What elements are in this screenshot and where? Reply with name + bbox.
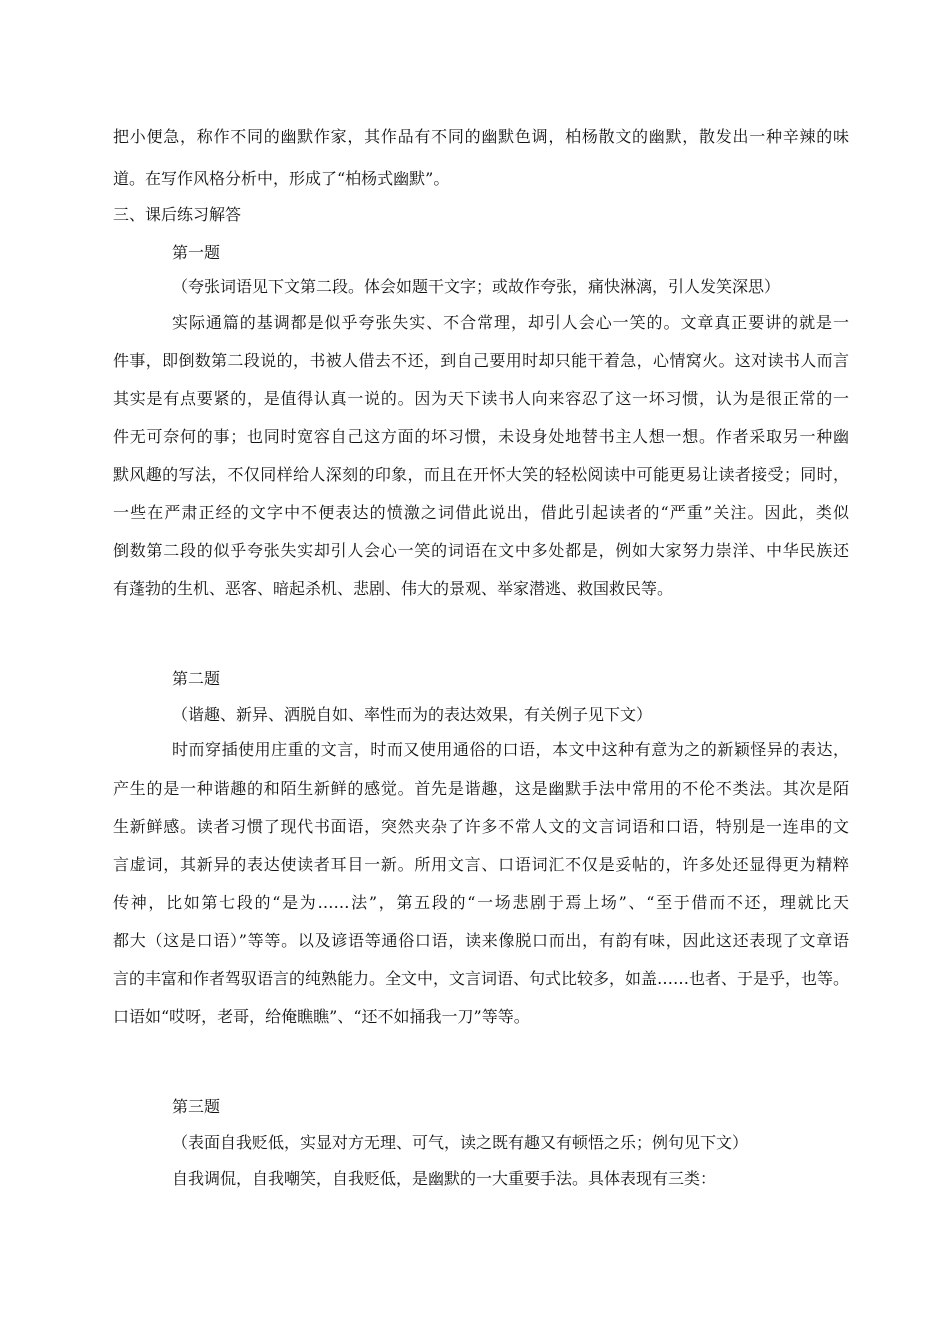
question-heading: 第一题	[172, 243, 221, 262]
paragraph-line: 时而穿插使用庄重的文言，时而又使用通俗的口语，本文中这种有意为之的新颖怪异的表达，	[172, 740, 849, 759]
paragraph-line: 生新鲜感。读者习惯了现代书面语，突然夹杂了许多不常人文的文言词语和口语，特别是一连串的文	[113, 817, 849, 836]
paragraph-line: 都大（这是口语）”等等。以及谚语等通俗口语，读来像脱口而出，有韵有味，因此这还表现了文章语	[113, 931, 849, 950]
paragraph-line: 件事，即倒数第二段说的，书被人借去不还，到自己要用时却只能干着急，心情窝火。这对读书人而言	[113, 351, 849, 370]
paragraph-line: 一些在严肃正经的文字中不便表达的愤激之词借此说出，借此引起读者的“严重”关注。因此，类似	[113, 503, 849, 522]
answer-summary: （谐趣、新异、洒脱自如、率性而为的表达效果，有关例子见下文）	[172, 705, 653, 724]
paragraph-line: 产生的是一种谐趣的和陌生新鲜的感觉。首先是谐趣，这是幽默手法中常用的不伦不类法。其次是陌	[113, 779, 849, 798]
paragraph-line: 自我调侃，自我嘲笑，自我贬低，是幽默的一大重要手法。具体表现有三类：	[172, 1169, 717, 1188]
question-heading: 第三题	[172, 1097, 221, 1116]
paragraph-line: 道。在写作风格分析中，形成了“柏杨式幽默”。	[113, 169, 450, 188]
paragraph-line: 倒数第二段的似乎夸张失实却引人会心一笑的词语在文中多处都是，例如大家努力崇洋、中华民族还	[113, 541, 849, 560]
answer-summary: （表面自我贬低，实显对方无理、可气，读之既有趣又有顿悟之乐；例句见下文）	[172, 1133, 749, 1152]
paragraph-line: 默风趣的写法，不仅同样给人深刻的印象，而且在开怀大笑的轻松阅读中可能更易让读者接受；同时，	[113, 465, 849, 484]
answer-summary: （夸张词语见下文第二段。体会如题干文字；或故作夸张，痛快淋漓，引人发笑深思）	[172, 277, 781, 296]
paragraph-line: 口语如“哎呀，老哥，给俺瞧瞧”、“还不如捅我一刀”等等。	[113, 1007, 530, 1026]
paragraph-line: 有蓬勃的生机、恶客、暗起杀机、悲剧、伟大的景观、举家潜逃、救国救民等。	[113, 579, 674, 598]
paragraph-line: 件无可奈何的事；也同时宽容自己这方面的坏习惯，未设身处地替书主人想一想。作者采取另一种幽	[113, 427, 849, 446]
question-heading: 第二题	[172, 669, 221, 688]
paragraph-line: 实际通篇的基调都是似乎夸张失实、不合常理，却引人会心一笑的。文章真正要讲的就是一	[172, 313, 849, 332]
paragraph-line: 把小便急，称作不同的幽默作家，其作品有不同的幽默色调，柏杨散文的幽默，散发出一种辛辣的味	[113, 127, 849, 146]
paragraph-line: 其实是有点要紧的，是值得认真一说的。因为天下读书人向来容忍了这一坏习惯，认为是很正常的一	[113, 389, 849, 408]
paragraph-line: 言的丰富和作者驾驭语言的纯熟能力。全文中，文言词语、句式比较多，如盖……也者、于是乎，也等。	[113, 969, 850, 988]
paragraph-line: 言虚词，其新异的表达使读者耳目一新。所用文言、口语词汇不仅是妥帖的，许多处还显得更为精粹	[113, 855, 849, 874]
paragraph-line: 传神，比如第七段的“是为……法”，第五段的“一场悲剧于焉上场”、“至于借而不还，理就比天	[113, 893, 849, 912]
section-heading: 三、课后练习解答	[113, 205, 242, 224]
